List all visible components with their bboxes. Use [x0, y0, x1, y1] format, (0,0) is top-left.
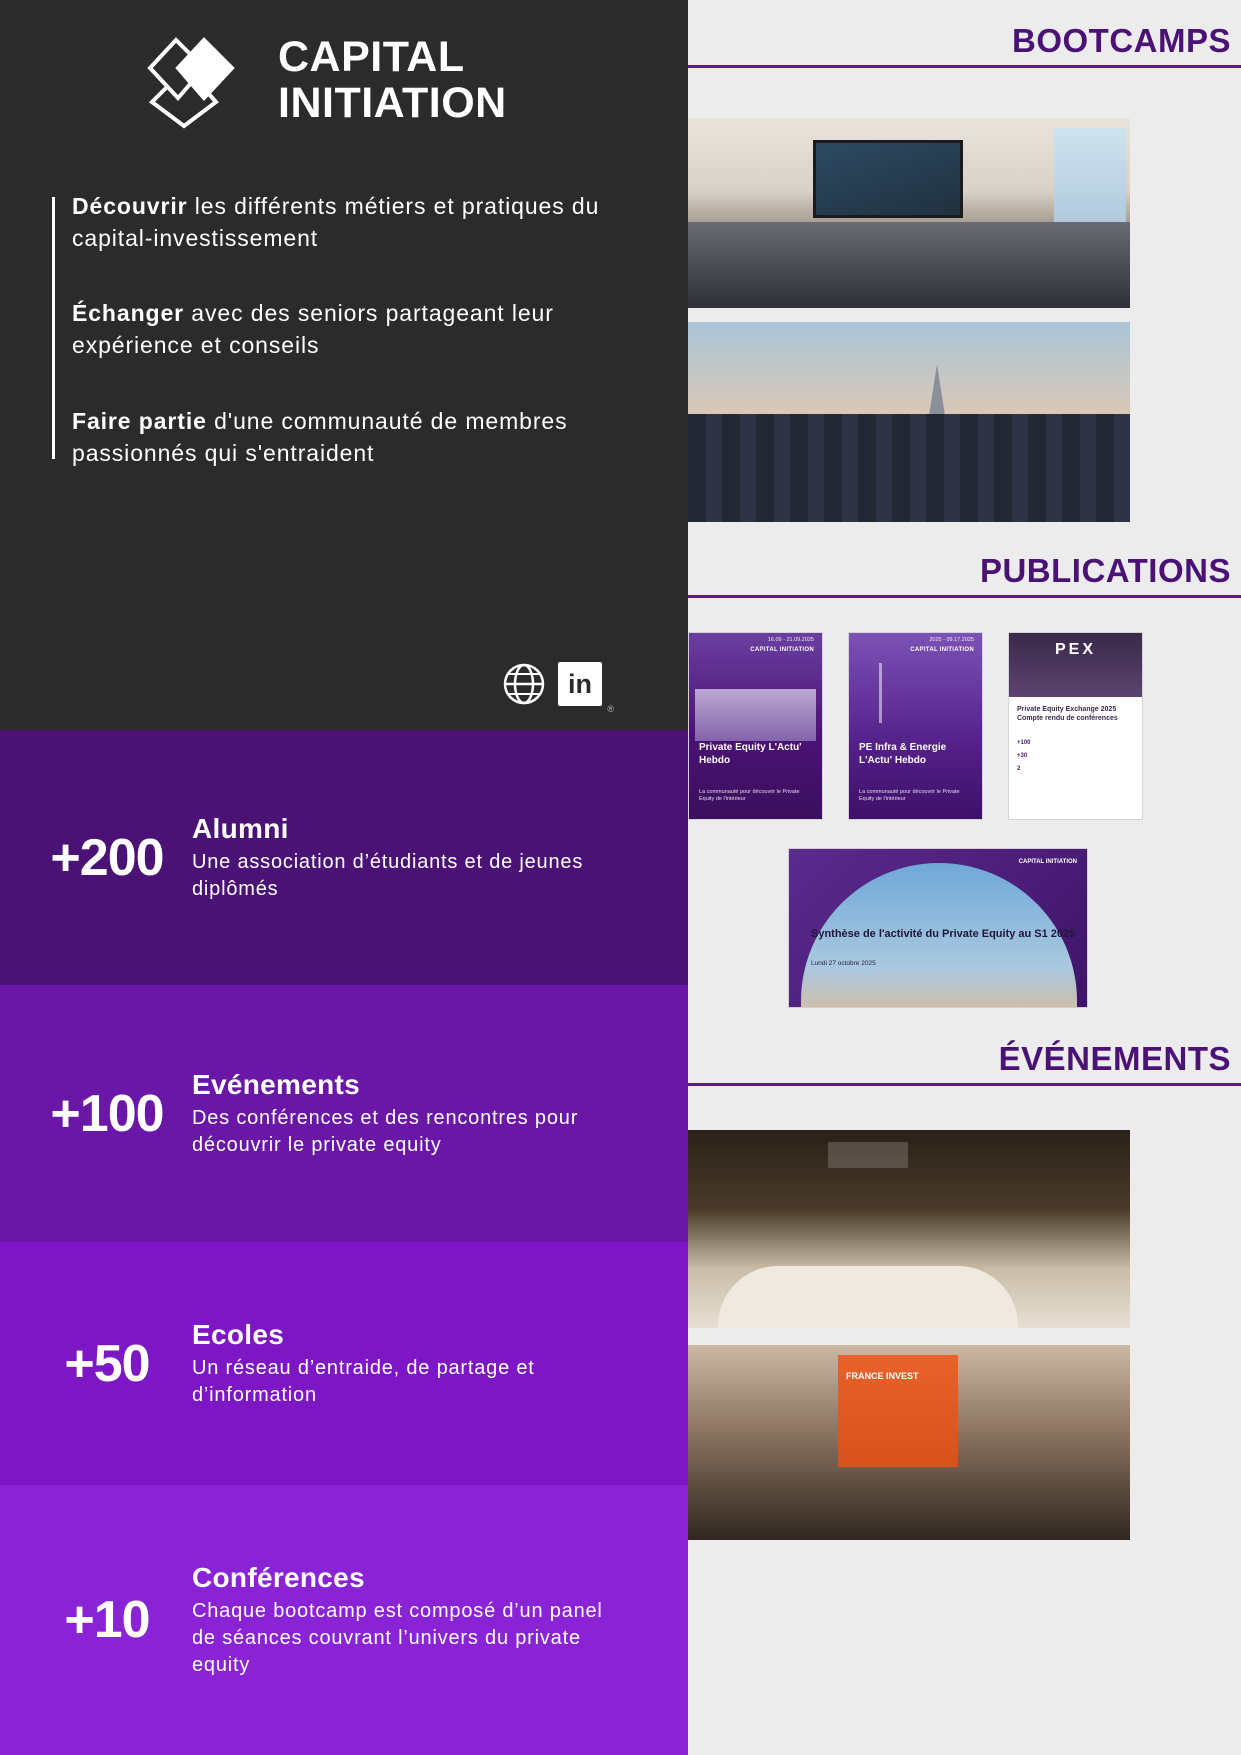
pex-stat-2: +30 — [1017, 753, 1028, 760]
stat-alumni-body — [192, 813, 652, 903]
wind-turbine-illustration — [879, 663, 882, 723]
publication-feature-logo: CAPITAL INITIATION — [1018, 859, 1077, 865]
linkedin-icon[interactable]: in — [558, 662, 602, 706]
stat-conferences-title: Conférences — [192, 1561, 365, 1593]
pex-stat-3: 2 — [1017, 766, 1021, 773]
section-publications-rule — [688, 595, 1241, 598]
publication-feature-title: Synthèse de l'activité du Private Equity au S1 2025 — [811, 928, 1076, 940]
registered-mark: ® — [607, 704, 614, 714]
hero-bullet-1-rest: les différents métiers et pratiques du capital-investissement — [72, 193, 600, 251]
publication-feature-date: Lundi 27 octobre 2025 — [811, 960, 876, 967]
building-illustration — [695, 689, 816, 741]
stat-evenements-desc: Des conférences et des rencontres pour découvrir le private equity — [192, 1106, 579, 1156]
stat-alumni-desc: Une association d’étudiants et de jeunes diplômés — [192, 850, 584, 900]
section-evenements-rule — [688, 1083, 1241, 1086]
stat-ecoles-number: +50 — [64, 1334, 150, 1393]
hero-bullet-3-rest: d'une communauté de membres passionnés qui s'entraident — [72, 407, 568, 466]
hero-bullet-3-lead: Faire partie — [72, 407, 207, 434]
stat-evenements-title: Evénements — [192, 1068, 360, 1100]
stat-alumni — [0, 730, 688, 985]
photo-event-dinner — [688, 1130, 1130, 1328]
stat-evenements-body — [192, 1069, 652, 1159]
hero-bullet-list — [52, 191, 652, 469]
stat-alumni-number: +200 — [50, 828, 164, 887]
section-publications-title: PUBLICATIONS — [979, 552, 1231, 589]
table-and-attendees — [688, 222, 1130, 308]
stat-conferences-body — [192, 1562, 652, 1679]
stat-conferences-number: +10 — [64, 1591, 150, 1649]
section-evenements — [688, 1040, 1241, 1086]
publication-3-title: Private Equity Exchange 2025 Compte rendu de conférences — [1017, 706, 1118, 723]
brand-name-line1: CAPITAL — [278, 33, 465, 82]
right-column — [688, 0, 1241, 1755]
section-bootcamps-rule — [688, 65, 1241, 68]
publication-1-logo: CAPITAL INITIATION — [750, 647, 814, 653]
france-invest-banner-text: FRANCE INVEST — [846, 1371, 919, 1381]
group-silhouettes — [688, 414, 1130, 522]
hero-panel — [0, 0, 688, 730]
brand-logo — [0, 0, 688, 133]
publication-synthese-s1-2025[interactable] — [788, 848, 1088, 1008]
hero-bullet-2-rest: avec des seniors partageant leur expérience et conseils — [72, 300, 554, 359]
section-bootcamps-title: BOOTCAMPS — [1012, 22, 1231, 59]
pex-stat-1: +100 — [1017, 740, 1031, 746]
stat-alumni-title: Alumni — [192, 812, 289, 844]
stat-ecoles — [0, 1242, 688, 1485]
stat-evenements — [0, 985, 688, 1242]
hero-bullet-3 — [72, 406, 632, 469]
pex-badge: PEX — [1054, 641, 1097, 658]
hero-bullet-1 — [72, 191, 632, 254]
stat-ecoles-body — [192, 1319, 652, 1409]
photo-bootcamp-group-rooftop — [688, 322, 1130, 522]
section-evenements-title: ÉVÉNEMENTS — [998, 1040, 1231, 1077]
publication-pe-infra-energie[interactable] — [848, 632, 983, 820]
cube-logo-icon — [138, 28, 258, 133]
publication-private-equity-exchange-2025[interactable] — [1008, 632, 1143, 820]
publication-1-date: 16.09 - 21.09.2025 — [767, 637, 814, 643]
hero-bullet-1-lead: Découvrir — [72, 193, 188, 219]
stat-ecoles-desc: Un réseau d’entraide, de partage et d’information — [192, 1356, 535, 1406]
photo-event-conference — [688, 1345, 1130, 1540]
hero-bullet-2-lead: Échanger — [72, 300, 185, 327]
publication-2-footer: La communauté pour découvrir le Private Equity de l'intérieur — [859, 788, 960, 802]
publication-2-logo: CAPITAL INITIATION — [910, 647, 974, 653]
publication-2-title: PE Infra & Energie L'Actu' Hebdo — [859, 742, 947, 766]
photo-bootcamp-meeting-room — [688, 118, 1130, 308]
brand-name — [278, 35, 507, 125]
publications-thumbnail-row — [688, 632, 1241, 824]
section-publications — [688, 552, 1241, 598]
publication-1-title: Private Equity L'Actu' Hebdo — [699, 742, 802, 766]
stat-conferences — [0, 1485, 688, 1755]
stat-evenements-number: +100 — [50, 1084, 164, 1143]
presentation-screen — [813, 140, 963, 218]
publication-1-footer: La communauté pour découvrir le Private Equity de l'intérieur — [699, 788, 800, 802]
pex-body — [1009, 697, 1142, 819]
restaurant-sign-decor — [828, 1142, 908, 1168]
publication-private-equity-hebdo[interactable] — [688, 632, 823, 820]
round-table-decor — [718, 1266, 1018, 1328]
publication-2-date: 2025 - 09.17.2025 — [929, 637, 974, 643]
stat-ecoles-title: Ecoles — [192, 1318, 285, 1350]
publication-3-stats — [1017, 737, 1031, 777]
section-bootcamps — [688, 22, 1241, 68]
hero-bullet-2 — [72, 298, 632, 361]
social-links — [502, 662, 602, 706]
brand-name-line2: INITIATION — [278, 78, 507, 127]
stat-conferences-desc: Chaque bootcamp est composé d’un panel de séances couvrant l’univers du private equity — [192, 1599, 603, 1676]
globe-icon[interactable] — [502, 662, 546, 706]
